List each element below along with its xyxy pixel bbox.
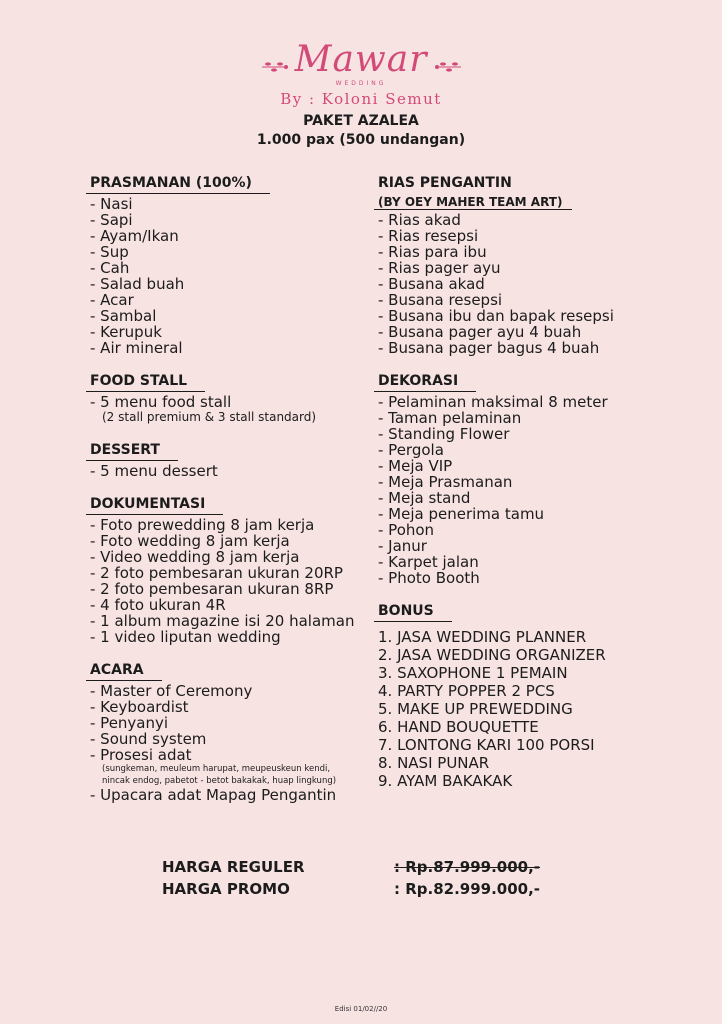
dekorasi-title: DEKORASI xyxy=(374,373,476,392)
list-item: - 1 video liputan wedding xyxy=(90,628,281,646)
list-item: 4. PARTY POPPER 2 PCS xyxy=(378,682,555,700)
prasmanan-list xyxy=(86,196,366,356)
list-item: - Meja stand xyxy=(378,489,471,507)
list-item: - 5 menu food stall xyxy=(90,393,232,411)
list-item: - Penyanyi xyxy=(90,714,169,732)
list-item: - 2 foto pembesaran ukuran 8RP xyxy=(90,580,334,598)
list-item: - Busana pager bagus 4 buah xyxy=(378,339,600,357)
list-item: 8. NASI PUNAR xyxy=(378,754,490,772)
list-item: - Meja penerima tamu xyxy=(378,505,545,523)
rias-title: RIAS PENGANTIN xyxy=(378,175,512,191)
list-item: - Sapi xyxy=(90,211,133,229)
list-item: 2. JASA WEDDING ORGANIZER xyxy=(378,646,606,664)
list-item: - Sup xyxy=(90,243,129,261)
list-item: - 5 menu dessert xyxy=(90,462,218,480)
list-item: - Cah xyxy=(90,259,130,277)
list-item: - Janur xyxy=(378,537,427,555)
list-item: 3. SAXOPHONE 1 PEMAIN xyxy=(378,664,568,682)
list-item: - 2 foto pembesaran ukuran 20RP xyxy=(90,564,343,582)
acara-note: nincak endog, pabetot - betot bakakak, huap lingkung) xyxy=(102,776,337,786)
list-item: - Busana akad xyxy=(378,275,485,293)
list-item: - Rias pager ayu xyxy=(378,259,501,277)
list-item: - Pelaminan maksimal 8 meter xyxy=(378,393,608,411)
bonus-list xyxy=(374,628,674,790)
rias-subtitle: (BY OEY MAHER TEAM ART) xyxy=(374,195,572,210)
list-item: - Prosesi adat xyxy=(90,746,192,764)
list-item: - Pohon xyxy=(378,521,435,539)
list-item: - Acar xyxy=(90,291,134,309)
edition-label: Edisi 01/02//20 xyxy=(334,1005,388,1013)
list-item: - Master of Ceremony xyxy=(90,682,253,700)
list-item: 1. JASA WEDDING PLANNER xyxy=(378,628,587,646)
food-stall-list xyxy=(86,394,366,425)
list-item: - Kerupuk xyxy=(90,323,162,341)
list-item: - Rias akad xyxy=(378,211,461,229)
acara-note: (sungkeman, meuleum harupat, meupeuskeun kendi, xyxy=(102,764,331,774)
list-item: - Upacara adat Mapag Pengantin xyxy=(90,786,337,804)
package-title: PAKET AZALEA xyxy=(303,113,419,129)
list-item: - Ayam/Ikan xyxy=(90,227,179,245)
dessert-title: DESSERT xyxy=(86,442,178,461)
acara-title: ACARA xyxy=(86,662,162,681)
list-item: - Rias para ibu xyxy=(378,243,487,261)
list-item: 6. HAND BOUQUETTE xyxy=(378,718,539,736)
dokumentasi-title: DOKUMENTASI xyxy=(86,496,223,515)
logo-text: Mawar xyxy=(294,39,428,80)
acara-list xyxy=(86,683,366,803)
list-item: - 4 foto ukuran 4R xyxy=(90,596,226,614)
list-item: - Taman pelaminan xyxy=(378,409,522,427)
list-item: - Pergola xyxy=(378,441,444,459)
by-line: By : Koloni Semut xyxy=(280,90,442,108)
dokumentasi-list xyxy=(86,517,366,645)
list-item: - Standing Flower xyxy=(378,425,510,443)
promo-price-value: : Rp.82.999.000,- xyxy=(394,880,541,898)
rias-list xyxy=(374,212,674,356)
list-item: - Keyboardist xyxy=(90,698,189,716)
list-item: - 1 album magazine isi 20 halaman xyxy=(90,612,355,630)
list-item: 5. MAKE UP PREWEDDING xyxy=(378,700,573,718)
promo-price-label: HARGA PROMO xyxy=(162,880,290,898)
food-stall-title: FOOD STALL xyxy=(86,373,205,392)
list-item: 9. AYAM BAKAKAK xyxy=(378,772,513,790)
list-item: - Sound system xyxy=(90,730,207,748)
list-item: - Air mineral xyxy=(90,339,183,357)
left-column xyxy=(86,172,366,803)
list-item: - Busana resepsi xyxy=(378,291,503,309)
prasmanan-title: PRASMANAN (100%) xyxy=(86,175,270,194)
list-item: - Busana ibu dan bapak resepsi xyxy=(378,307,614,325)
regular-price-row xyxy=(162,856,582,878)
list-item: - Salad buah xyxy=(90,275,185,293)
dessert-list xyxy=(86,463,366,479)
promo-price-row xyxy=(162,878,582,900)
right-column xyxy=(374,172,674,790)
list-item: - Meja VIP xyxy=(378,457,453,475)
list-item: - Meja Prasmanan xyxy=(378,473,513,491)
list-item: - Video wedding 8 jam kerja xyxy=(90,548,300,566)
regular-price-label: HARGA REGULER xyxy=(162,858,305,876)
logo-subtitle: WEDDING xyxy=(335,80,387,87)
bonus-title: BONUS xyxy=(374,603,452,622)
list-item: - Karpet jalan xyxy=(378,553,479,571)
regular-price-value: : Rp.87.999.000,- xyxy=(394,858,541,876)
package-subtitle: 1.000 pax (500 undangan) xyxy=(256,132,466,148)
list-item: - Nasi xyxy=(90,195,133,213)
food-stall-note: (2 stall premium & 3 stall standard) xyxy=(102,410,317,424)
flower-sprig-right-icon xyxy=(433,59,463,75)
list-item: - Photo Booth xyxy=(378,569,480,587)
list-item: - Sambal xyxy=(90,307,157,325)
flower-sprig-left-icon xyxy=(260,59,290,75)
list-item: - Busana pager ayu 4 buah xyxy=(378,323,582,341)
price-block xyxy=(162,856,582,900)
list-item: - Foto wedding 8 jam kerja xyxy=(90,532,290,550)
dekorasi-list xyxy=(374,394,674,586)
list-item: - Rias resepsi xyxy=(378,227,479,245)
list-item: 7. LONTONG KARI 100 PORSI xyxy=(378,736,595,754)
list-item: - Foto prewedding 8 jam kerja xyxy=(90,516,315,534)
